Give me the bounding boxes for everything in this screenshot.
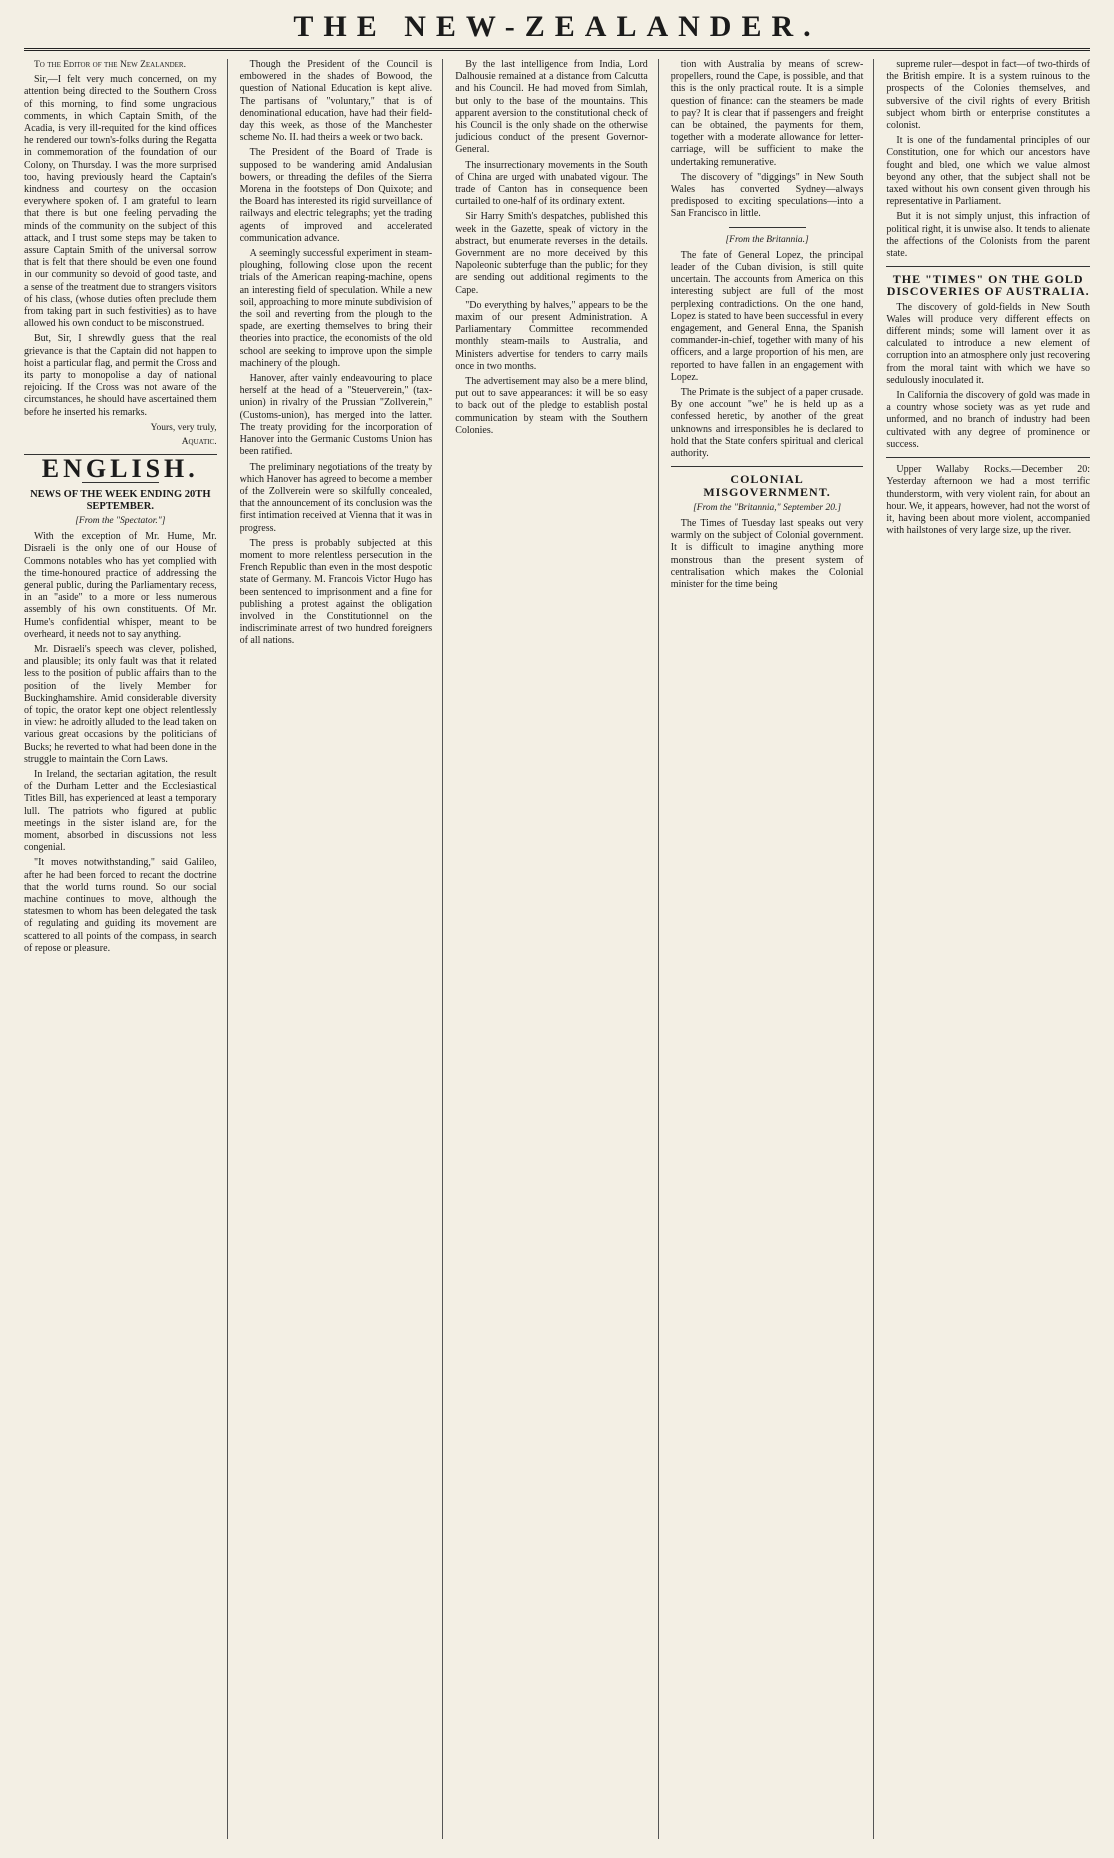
divider bbox=[671, 466, 864, 467]
article-paragraph: Hanover, after vainly endeavouring to place herself at the head of a "Steuerverein," (tax-union) in rivalry of the Prussian "Zollverein," (Customs-union), has merged into the latter. The treaty providing for the incorporation of Hanover into the Germanic Customs Union has been ratified. bbox=[239, 373, 433, 458]
article-paragraph: Sir Harry Smith's despatches, published this week in the Gazette, speak of victory in the abstract, but enumerate reverses in the details. Government are no more deceived by this Napoleonic subterfuge than the public; for they are sending out additional regiments to the Cape. bbox=[455, 211, 648, 296]
article-paragraph: The press is probably subjected at this moment to more relentless persecution in the French Republic than even in the most despotic state of Germany. M. Francois Victor Hugo has been sentenced to imprisonment and a fine for publishing a protest against the obligation involved in the Constitutionnel on the indiscriminate arrest of two hundred foreigners of all nations. bbox=[239, 537, 433, 647]
article-paragraph: In Ireland, the sectarian agitation, the result of the Durham Letter and the Ecclesiastical Titles Bill, has experienced at least a temporary lull. The patriots who figured at public meetings in the sister island are, for the moment, absorbed in discussions not less congenial. bbox=[24, 768, 217, 854]
article-paragraph: The preliminary negotiations of the treaty by which Hanover has agreed to become a member of the Zollverein were so skilfully concealed, that the announcement of its conclusion was the first intimation received at Vienna that it was in progress. bbox=[239, 461, 433, 534]
article-paragraph: Mr. Disraeli's speech was clever, polished, and plausible; its only fault was that it related less to the position of public affairs than to the position of the lively Member for Buckinghamshire. Amid considerable diversity of topic, the orator kept one object relentlessly in view: he adroitly alluded to the lead taken on various great occasions by the politicians of Bucks; he reverted to what had been done in the struggle to maintain the Corn Laws. bbox=[24, 643, 217, 765]
column-2 bbox=[240, 59, 444, 1839]
divider bbox=[729, 227, 806, 228]
source-credit: [From the "Spectator."] bbox=[75, 515, 166, 526]
section-headline: COLONIAL MISGOVERNMENT. bbox=[703, 472, 831, 499]
article-paragraph: In California the discovery of gold was made in a country whose society was as yet rude and unformed, and no branch of industry had been cultivated with any degree of prominence or success. bbox=[886, 390, 1090, 450]
article-paragraph: The Times of Tuesday last speaks out very warmly on the subject of Colonial government. It is difficult to imagine anything more monstrous than the present system of centralisation which makes the Colonial minister for the time being bbox=[670, 517, 864, 590]
column-4 bbox=[671, 59, 875, 1839]
letter-paragraph: But, Sir, I shrewdly guess that the real grievance is that the Captain did not happen to hoist a particular flag, and permit the Cross and its party to monopolise a day of national rejoicing. If the Cross was not aware of the circumstances, he should have ascertained them before he inserted his remarks. bbox=[24, 333, 217, 418]
column-5 bbox=[886, 59, 1090, 1839]
column-3 bbox=[455, 59, 659, 1839]
masthead: THE NEW-ZEALANDER. bbox=[24, 10, 1090, 51]
column-1 bbox=[24, 59, 228, 1839]
section-headline: ENGLISH. bbox=[41, 454, 199, 484]
article-paragraph: "It moves notwithstanding," said Galileo, after he had been forced to recant the doctrine that the world turns round. So our social machine continues to move, although the statesmen to whom has been delegated the task of regulating and guiding its movement are scattered to all points of the compass, in search of repose or pleasure. bbox=[24, 857, 217, 954]
article-paragraph: "Do everything by halves," appears to be the maxim of our present Administration. A Parliamentary Committee recommended monthly steam-mails to Australia, and Ministers advertise for tenders to carry mails once in two months. bbox=[455, 299, 648, 372]
section-subheadline: NEWS OF THE WEEK ENDING 20TH SEPTEMBER. bbox=[30, 488, 211, 512]
letter-salutation: To the Editor of the New Zealander. bbox=[34, 60, 186, 70]
divider bbox=[886, 457, 1090, 458]
article-paragraph: It is one of the fundamental principles of our Constitution, one for which our ancestors have fought and bled, one which we value almost beyond any other, that the subject shall not be taxed without his own consent given through his representative in Parliament. bbox=[886, 135, 1090, 208]
article-paragraph: supreme ruler—despot in fact—of two-thirds of the British empire. It is a system ruinous to the prospects of the Colonies themselves, and subversive of the civil rights of every British subject whom birth or enterprise constitutes a colonist. bbox=[886, 59, 1090, 132]
article-paragraph: The discovery of gold-fields in New South Wales will produce very different effects on different minds; some will lament over it as calculated to introduce a new element of corruption into an atmosphere only just recovering from the moral taint with which we have so sedulously inoculated it. bbox=[886, 301, 1090, 386]
article-paragraph: With the exception of Mr. Hume, Mr. Disraeli is the only one of our House of Commons notables who has yet complied with the time-honoured practice of addressing the general public, during the Parliamentary recess, in an "aside" to a more or less numerous assembly of his own constituents. Of Mr. Hume's confidential whisper, meant to be overheard, it needs not to say anything. bbox=[24, 531, 217, 640]
letter-signature: Aquatic. bbox=[181, 437, 217, 448]
article-paragraph: By the last intelligence from India, Lord Dalhousie remained at a distance from Calcutta and his Council. He had moved from Simlah, but only to the base of the mountains. This apparent aversion to the constitutional check of his Council is the only shade on the otherwise judicious conduct of the present Governor-General. bbox=[455, 59, 648, 156]
divider bbox=[886, 266, 1090, 267]
article-paragraph: Upper Wallaby Rocks.—December 20: Yesterday afternoon we had a most terrific thunderstorm, with very violent rain, for about an hour. We, it appears, however, had not the worst of it, having been about more violent, accompanied with hailstones of very large size, up the river. bbox=[886, 464, 1090, 537]
article-paragraph: The Primate is the subject of a paper crusade. By one account "we" he is held up as a confessed heretic, by another of the great unknowns and irresponsibles he is declared to hold that the State confers spiritual and clerical authority. bbox=[670, 387, 864, 460]
letter-closing: Yours, very truly, bbox=[150, 422, 217, 433]
article-paragraph: A seemingly successful experiment in steam-ploughing, following close upon the recent trials of the American reaping-machine, opens an interesting field of speculation. While a new soil, approaching to more minute subdivision of the soil and reverting from the plough to the spade, are exerting themselves to bring their theories into practice, the economists of the old school are seeking to improve upon the simple machinery of the plough. bbox=[239, 248, 433, 369]
article-paragraph: But it is not simply unjust, this infraction of political right, it is unwise also. It tends to alienate the affections of the Colonists from the parent state. bbox=[886, 211, 1090, 260]
article-paragraph: The fate of General Lopez, the principal leader of the Cuban division, is still quite uncertain. The accounts from America on this interesting subject are full of the most perplexing contradictions. On the one hand, Lopez is stated to have been successful in every engagement, and General Enna, the Spanish commander-in-chief, together with many of his officers, and a large proportion of his men, are reported to have fallen in an engagement with Lopez. bbox=[670, 249, 864, 383]
article-paragraph: The President of the Board of Trade is supposed to be wandering amid Andalusian bowers, or threading the defiles of the Sierra Morena in the footsteps of Don Quixote; and the Board has interested its rigid surveillance of railways and electric telegraphs; yet the trading agents of improved and accelerated communication advance. bbox=[239, 147, 433, 244]
source-credit: [From the "Britannia," September 20.] bbox=[693, 502, 842, 513]
source-credit: [From the Britannia.] bbox=[725, 234, 809, 245]
article-paragraph: Though the President of the Council is embowered in the shades of Bowood, the question of National Education is kept alive. The partisans of "voluntary," that is of denominational education, have had their field-day this week, as those of the Manchester scheme No. II. had theirs a week or two back. bbox=[239, 59, 433, 144]
letter-paragraph: Sir,—I felt very much concerned, on my attention being directed to the Southern Cross of this morning, to find some ungracious comments, in which Captain Smith, of the Acadia, is very ill-requited for the kind offices he rendered our town's-folks during the Regatta in commemoration of the foundation of our Colony, on Thursday. I was the more surprised too, having previously heard the Captain's kindness and courtesy on the occasion everywhere spoken of. I am grateful to learn that there is but one feeling pervading the minds of the community on the subject of this attack, and I trust some steps may be taken to assure Captain Smith of the universal sorrow that is felt that there should be even one found in our community so devoid of good taste, and a sense of the treatment due to strangers visitors of his class, (whose duties often preclude them from taking part in such festivities) as to have allowed his own conduct to be misconstrued. bbox=[24, 74, 217, 330]
columns bbox=[24, 59, 1090, 1839]
article-paragraph: The discovery of "diggings" in New South Wales has converted Sydney—always predisposed to exciting speculations—into a San Francisco in little. bbox=[670, 171, 864, 220]
article-paragraph: The insurrectionary movements in the South of China are urged with unabated vigour. The trade of Canton has in consequence been curtailed to one-half of its ordinary extent. bbox=[455, 159, 648, 208]
section-headline: THE "TIMES" ON THE GOLD DISCOVERIES OF AUSTRALIA. bbox=[886, 272, 1090, 299]
article-paragraph: tion with Australia by means of screw-propellers, round the Cape, is possible, and that this is the only practical route. It is a simple question of finance: can the steamers be made to pay? It is clear that if passengers and freight can be obtained, the payments for them, together with a moderate allowance for letter-carriage, will be sufficient to make the undertaking remunerative. bbox=[670, 59, 864, 168]
article-paragraph: The advertisement may also be a mere blind, put out to save appearances: it will be so easy to back out of the pledge to establish postal communication by steam with the Southern Colonies. bbox=[455, 376, 648, 436]
